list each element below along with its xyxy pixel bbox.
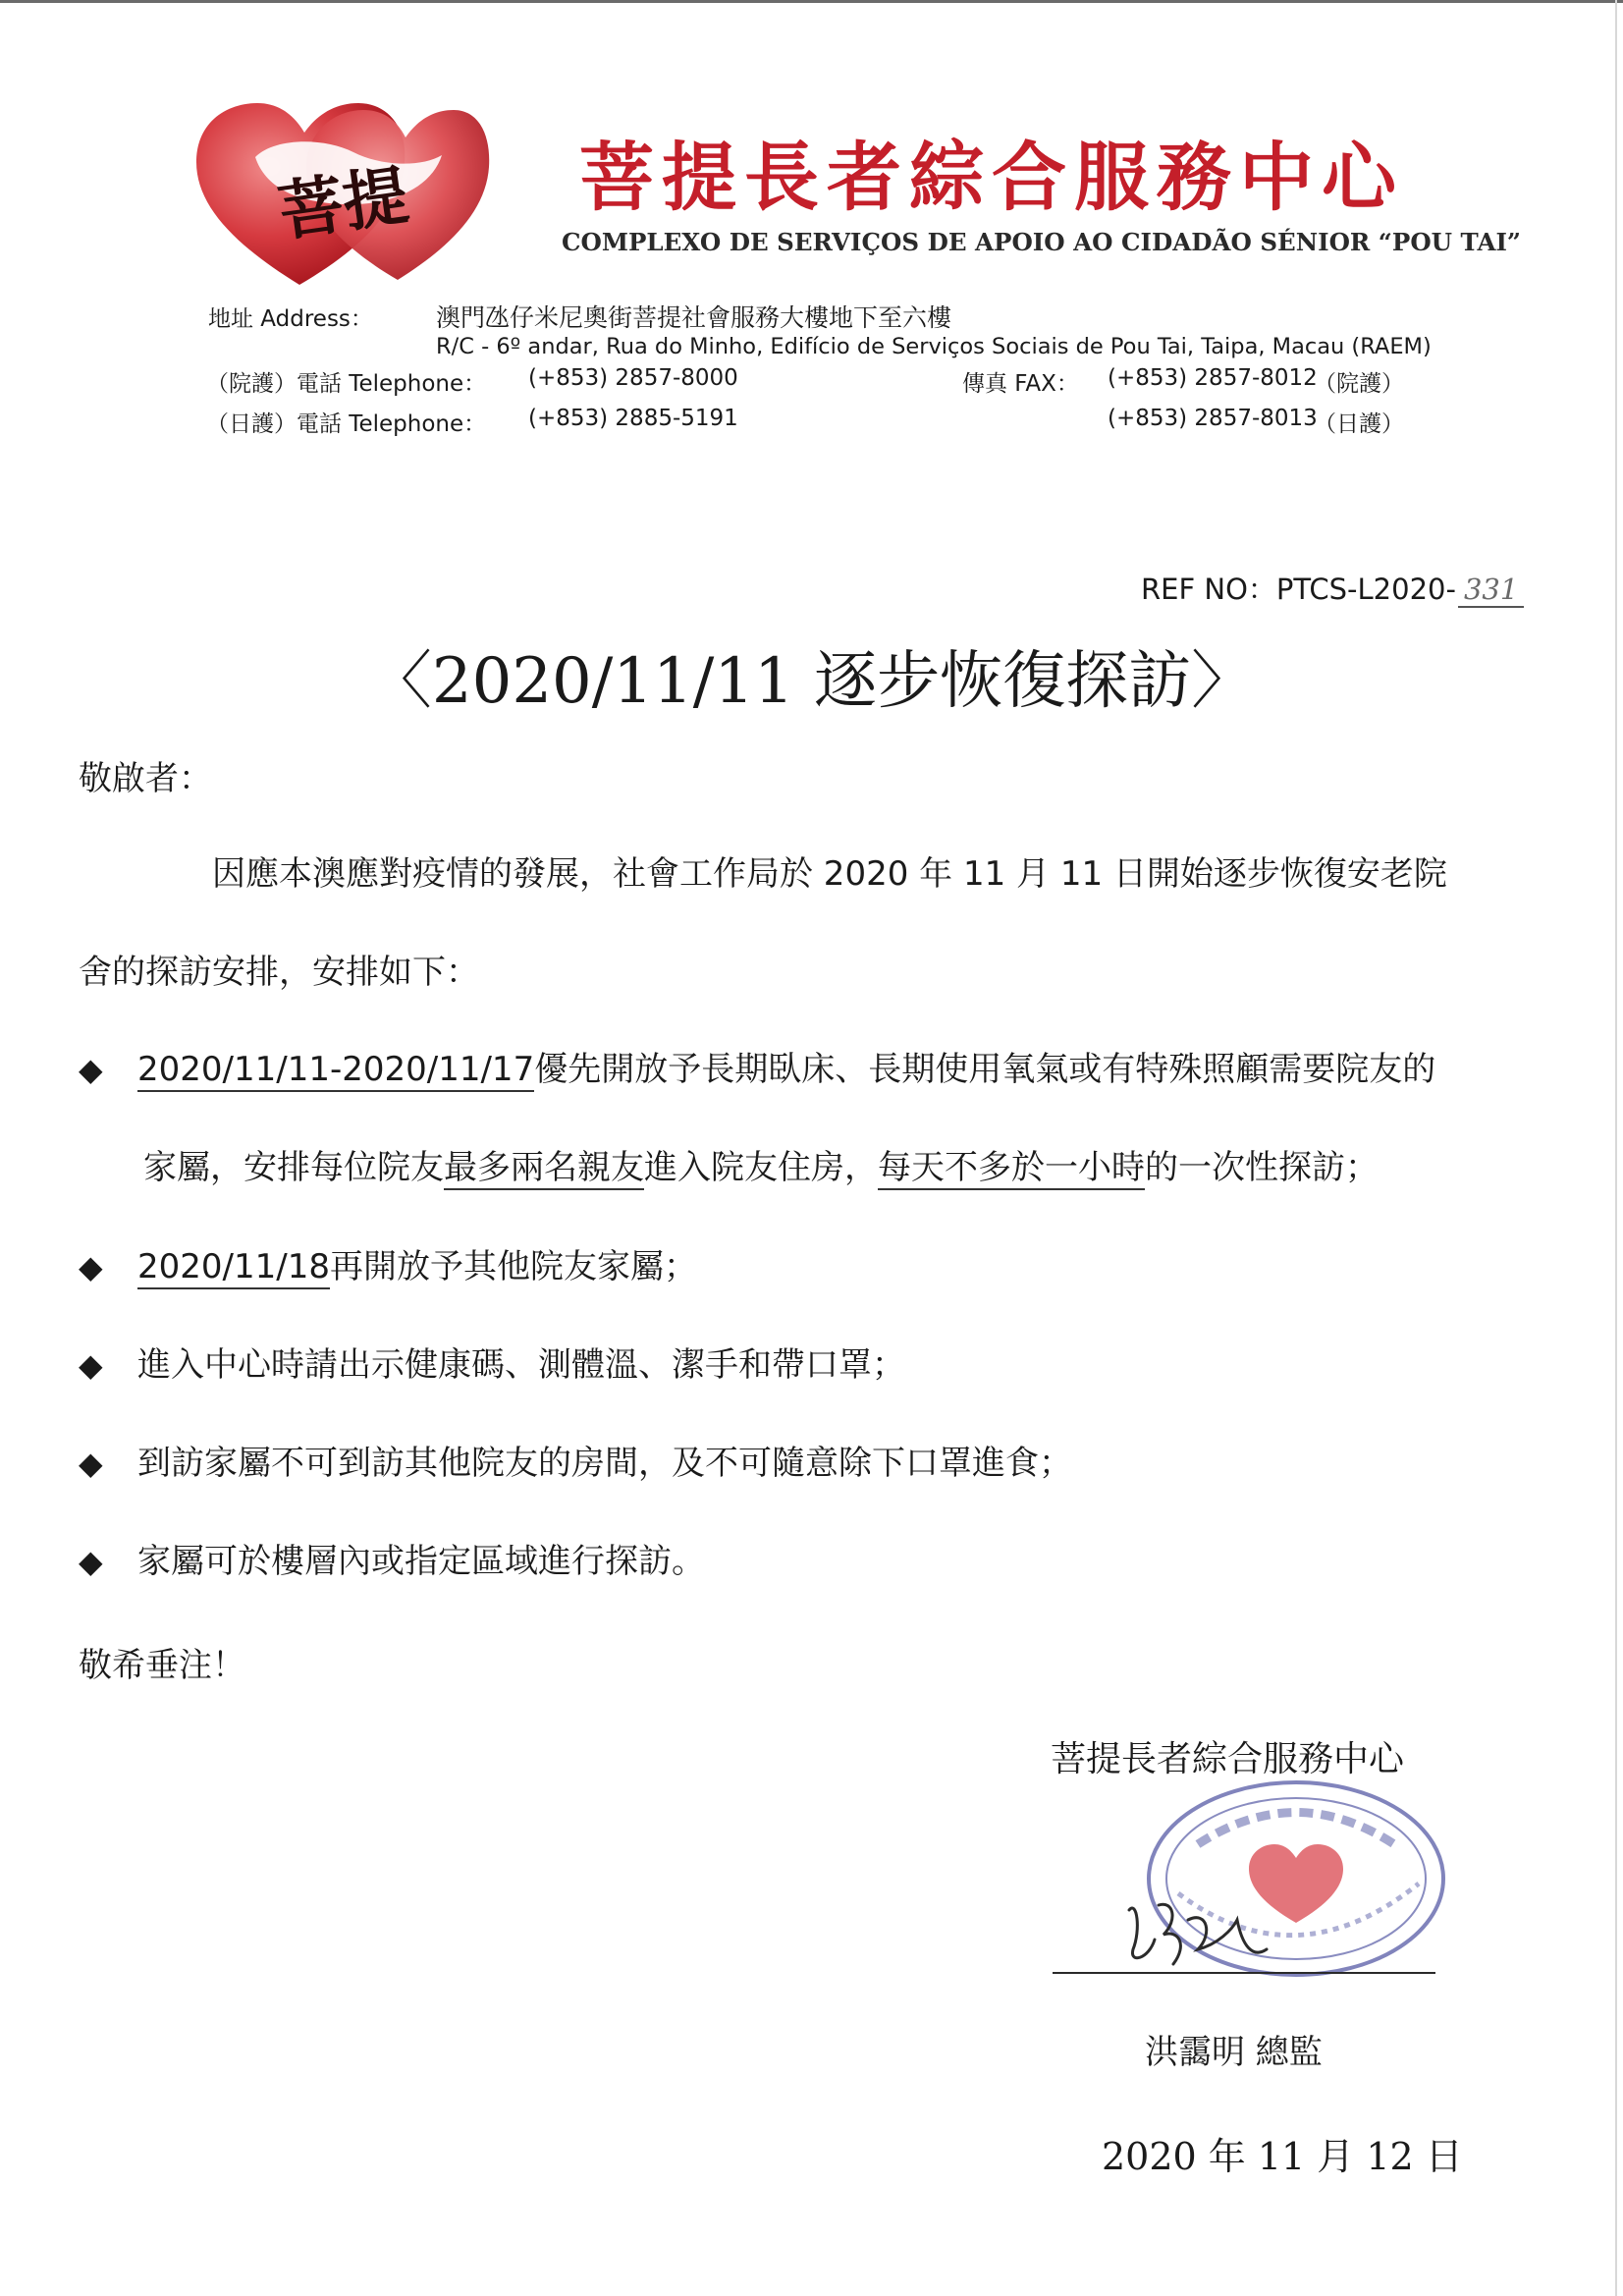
fax-daycare-note: （日護）	[1314, 411, 1404, 437]
bullet-item-visit-location	[79, 1534, 705, 1582]
intro-paragraph-line-2: 舍的探訪安排，安排如下：	[79, 953, 479, 992]
bullet-text: 家屬，安排每位院友	[143, 1148, 444, 1187]
bullet-date: 2020/11/18	[137, 1247, 330, 1289]
notice-title: 〈2020/11/11 逐步恢復探訪〉	[368, 645, 1255, 718]
bullet-text: 家屬可於樓層內或指定區域進行探訪。	[137, 1542, 705, 1581]
letter-date: 2020 年 11 月 12 日	[1102, 2135, 1463, 2178]
director-name: 洪靄明 總監	[1145, 2033, 1323, 2072]
bullet-item-priority-visits-continued	[143, 1140, 1379, 1188]
bullet-item-open-to-all	[79, 1239, 697, 1287]
bullet-text: 的一次性探訪；	[1145, 1148, 1379, 1187]
pou-tai-heart-logo	[196, 98, 491, 295]
bullet-item-entry-requirements	[79, 1338, 905, 1386]
address-chinese: 澳門氹仔米尼奧街菩提社會服務大樓地下至六樓	[436, 303, 952, 332]
signature-line	[1053, 1972, 1435, 1974]
bullet-text: 到訪家屬不可到訪其他院友的房間，及不可隨意除下口罩進食；	[137, 1444, 1072, 1483]
fax-daycare: (+853) 2857-8013	[1108, 406, 1318, 431]
fax-residential: (+853) 2857-8012	[1108, 365, 1318, 391]
diamond-bullet-icon: ◆	[79, 1543, 103, 1580]
scan-edge-top	[0, 0, 1623, 3]
telephone-residential: (+853) 2857-8000	[528, 365, 738, 391]
diamond-bullet-icon: ◆	[79, 1248, 103, 1285]
bullet-text: 進入中心時請出示健康碼、測體溫、潔手和帶口罩；	[137, 1345, 905, 1385]
scan-edge-right	[1615, 0, 1617, 2296]
bullet-item-priority-visits	[79, 1042, 1435, 1090]
handwritten-signature	[1119, 1890, 1276, 1979]
fax-label: 傳真 FAX：	[962, 371, 1079, 397]
reference-handwritten-number: 331	[1458, 573, 1524, 608]
fax-residential-note: （院護）	[1314, 371, 1404, 397]
diamond-bullet-icon: ◆	[79, 1346, 103, 1384]
diamond-bullet-icon: ◆	[79, 1445, 103, 1482]
bullet-text: 優先開放予長期臥床、長期使用氧氣或有特殊照顧需要院友的	[534, 1050, 1436, 1089]
diamond-bullet-icon: ◆	[79, 1051, 103, 1088]
signatory-organization: 菩提長者綜合服務中心	[1051, 1739, 1405, 1779]
bullet-text: 再開放予其他院友家屬；	[329, 1247, 697, 1286]
telephone-daycare: (+853) 2885-5191	[528, 406, 738, 431]
bullet-text: 進入院友住房，	[644, 1148, 878, 1187]
closing-remark: 敬希垂注！	[79, 1646, 245, 1685]
intro-paragraph-line-1: 因應本澳應對疫情的發展，社會工作局於 2020 年 11 月 11 日開始逐步恢復安老院	[212, 854, 1447, 894]
org-name-chinese: 菩提長者綜合服務中心	[579, 134, 1404, 221]
bullet-emphasis-time-limit: 每天不多於一小時	[878, 1148, 1145, 1190]
logo-glyphs: 菩提	[273, 156, 413, 250]
reference-label: REF NO：PTCS-L2020-	[1141, 573, 1456, 606]
reference-number	[1141, 568, 1524, 608]
address-label: 地址 Address：	[208, 306, 373, 332]
salutation: 敬啟者：	[79, 759, 212, 798]
bullet-date-range: 2020/11/11-2020/11/17	[137, 1050, 534, 1092]
org-name-portuguese: COMPLEXO DE SERVIÇOS DE APOIO AO CIDADÃO SÉNIOR “POU TAI”	[562, 228, 1522, 256]
telephone-label-daycare: （日護）電話 Telephone：	[206, 411, 487, 437]
telephone-label-residential: （院護）電話 Telephone：	[206, 371, 487, 397]
bullet-emphasis-visitor-limit: 最多兩名親友	[444, 1148, 644, 1190]
address-portuguese: R/C - 6º andar, Rua do Minho, Edifício de Serviços Sociais de Pou Tai, Taipa, Macau (RAEM)	[436, 334, 1432, 359]
bullet-item-visit-restrictions	[79, 1436, 1072, 1484]
